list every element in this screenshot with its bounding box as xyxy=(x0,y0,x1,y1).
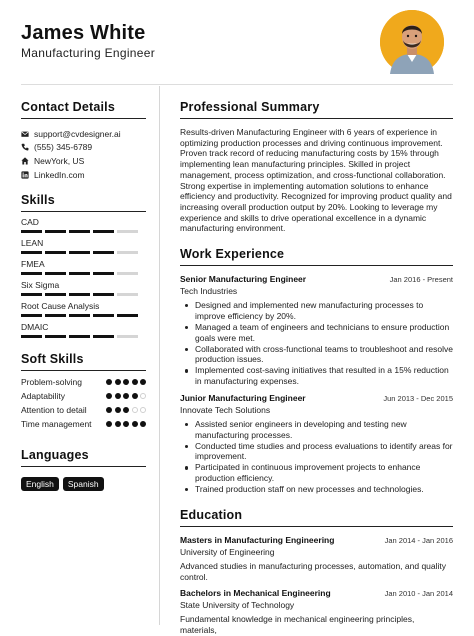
rating-dot xyxy=(123,379,129,385)
job-bullet: Designed and implemented new manufacturing processes to improve efficiency by 20%. xyxy=(180,300,453,321)
job-title: Junior Manufacturing Engineer xyxy=(180,392,306,403)
language-tag: Spanish xyxy=(63,477,104,491)
job-bullet: Collaborated with cross-functional teams to troubleshoot and resolve production issues. xyxy=(180,344,453,365)
skill-level-bar xyxy=(21,251,146,254)
job-entry xyxy=(180,393,453,495)
job-bullet: Trained production staff on new processes and technologies. xyxy=(180,484,453,495)
rating-dot xyxy=(123,393,129,399)
soft-skill-item xyxy=(21,419,146,430)
education-entry xyxy=(180,535,453,582)
skill-level-segment xyxy=(117,272,138,275)
rating-dot xyxy=(115,379,121,385)
skills-heading: Skills xyxy=(21,193,55,208)
job-bullet: Participated in continuous improvement projects to enhance production efficiency. xyxy=(180,462,453,483)
job-dates: Jan 2016 - Present xyxy=(389,275,453,285)
contact-phone-text: (555) 345-6789 xyxy=(34,142,93,153)
skill-level-segment xyxy=(117,314,138,317)
job-title: Senior Manufacturing Engineer xyxy=(180,274,307,285)
skill-item xyxy=(21,259,146,275)
skill-name: LEAN xyxy=(21,238,44,249)
job-bullet: Implemented cost-saving initiatives that resulted in a 15% reduction in manufacturing expenses. xyxy=(180,365,453,386)
contact-location xyxy=(21,154,146,168)
skill-level-segment xyxy=(45,272,66,275)
skill-level-bar xyxy=(21,293,146,296)
profile-photo xyxy=(380,10,444,74)
rating-dot xyxy=(106,393,112,399)
soft-skill-name: Adaptability xyxy=(21,391,65,402)
skill-level-segment xyxy=(21,230,42,233)
job-entry xyxy=(180,274,453,387)
soft-skill-rating xyxy=(106,421,146,427)
soft-skills-section xyxy=(21,352,146,430)
rating-dot xyxy=(106,421,112,427)
contact-location-text: NewYork, US xyxy=(34,155,85,166)
contact-email[interactable] xyxy=(21,127,146,141)
soft-skill-rating xyxy=(106,393,146,399)
soft-skills-list xyxy=(21,377,146,430)
skill-item xyxy=(21,217,146,233)
skill-name: DMAIC xyxy=(21,322,49,333)
skill-level-segment xyxy=(45,230,66,233)
skill-level-segment xyxy=(21,314,42,317)
soft-skill-name: Problem-solving xyxy=(21,377,82,388)
soft-skill-rating xyxy=(106,407,146,413)
soft-skill-item xyxy=(21,405,146,416)
rating-dot xyxy=(106,379,112,385)
summary-heading: Professional Summary xyxy=(180,100,320,114)
skill-level-segment xyxy=(45,251,66,254)
skill-level-segment xyxy=(69,272,90,275)
rating-dot xyxy=(140,421,146,427)
skill-level-segment xyxy=(69,293,90,296)
skill-name: Six Sigma xyxy=(21,280,60,291)
skills-list xyxy=(21,217,146,338)
job-bullets xyxy=(180,300,453,387)
skill-level-segment xyxy=(93,314,114,317)
skill-level-bar xyxy=(21,335,146,338)
degree-title: Bachelors in Mechanical Engineering xyxy=(180,588,331,599)
soft-skills-heading: Soft Skills xyxy=(21,352,84,367)
right-column xyxy=(180,100,453,636)
job-bullets xyxy=(180,419,453,495)
location-icon xyxy=(21,157,29,165)
rating-dot xyxy=(106,407,112,413)
languages-heading: Languages xyxy=(21,448,89,463)
education-section xyxy=(180,508,453,636)
experience-section xyxy=(180,247,453,495)
candidate-title: Manufacturing Engineer xyxy=(21,46,156,60)
rating-dot xyxy=(123,421,129,427)
job-company: Innovate Tech Solutions xyxy=(180,404,271,415)
languages-section xyxy=(21,448,146,491)
soft-skill-name: Time management xyxy=(21,419,92,430)
school-name: University of Engineering xyxy=(180,546,275,557)
degree-title: Masters in Manufacturing Engineering xyxy=(180,534,335,545)
section-underline xyxy=(180,265,453,266)
soft-skill-item xyxy=(21,391,146,402)
language-tag: English xyxy=(21,477,59,491)
email-icon xyxy=(21,130,29,138)
rating-dot xyxy=(140,393,146,399)
skill-level-segment xyxy=(117,335,138,338)
rating-dot xyxy=(132,421,138,427)
candidate-name: James White xyxy=(21,22,146,44)
job-bullet: Assisted senior engineers in developing and testing new manufacturing processes. xyxy=(180,419,453,440)
skill-level-segment xyxy=(69,335,90,338)
rating-dot xyxy=(132,379,138,385)
education-heading: Education xyxy=(180,507,243,522)
skill-level-segment xyxy=(45,335,66,338)
education-dates: Jan 2010 - Jan 2014 xyxy=(384,589,453,599)
summary-text: Results-driven Manufacturing Engineer with 6 years of experience in optimizing production processes and driving continuous improvement. Proven track record of reducing manufacturing costs by 15% through implementing lean manufacturing principles. Skilled in project management, process optimization, and cross-functional collaboration. Strong expertise in implementing automation solutions to enhance efficiency and productivity. Recognized for improving product quality and increasing overall production output by 20%. Looking to leverage my experience and skills to drive operational excellence in a dynamic manufacturing environment. xyxy=(180,127,452,234)
section-underline xyxy=(21,211,146,212)
linkedin-icon xyxy=(21,171,29,179)
section-underline xyxy=(21,370,146,371)
skill-level-segment xyxy=(93,335,114,338)
contact-email-text: support@cvdesigner.ai xyxy=(34,128,121,139)
skill-level-segment xyxy=(45,314,66,317)
skill-level-segment xyxy=(93,293,114,296)
rating-dot xyxy=(115,421,121,427)
skill-name: FMEA xyxy=(21,259,45,270)
education-dates: Jan 2014 - Jan 2016 xyxy=(384,535,453,545)
section-underline xyxy=(180,118,453,119)
contact-linkedin-text: LinkedIn.com xyxy=(34,169,85,180)
skill-level-segment xyxy=(21,335,42,338)
contact-phone[interactable] xyxy=(21,141,146,155)
skills-section xyxy=(21,193,146,338)
job-company: Tech Industries xyxy=(180,286,238,297)
skill-level-segment xyxy=(21,293,42,296)
skill-item xyxy=(21,280,146,296)
skill-level-segment xyxy=(93,251,114,254)
rating-dot xyxy=(132,407,138,413)
job-bullet: Managed a team of engineers and technicians to ensure production goals were met. xyxy=(180,322,453,343)
skill-level-segment xyxy=(21,272,42,275)
skill-level-segment xyxy=(93,272,114,275)
education-description: Fundamental knowledge in mechanical engineering principles, materials, xyxy=(180,614,415,636)
skill-level-segment xyxy=(69,251,90,254)
person-portrait-icon xyxy=(380,10,444,74)
skill-level-segment xyxy=(45,293,66,296)
phone-icon xyxy=(21,143,29,151)
education-description: Advanced studies in manufacturing processes, automation, and quality control. xyxy=(180,560,447,582)
skill-level-segment xyxy=(93,230,114,233)
skill-level-segment xyxy=(117,251,138,254)
contact-linkedin[interactable] xyxy=(21,168,146,182)
contact-section xyxy=(21,100,146,181)
rating-dot xyxy=(140,407,146,413)
rating-dot xyxy=(123,407,129,413)
section-underline xyxy=(21,466,146,467)
skill-level-segment xyxy=(21,251,42,254)
soft-skill-rating xyxy=(106,379,146,385)
education-entry xyxy=(180,588,453,635)
language-tags xyxy=(21,477,146,491)
soft-skill-item xyxy=(21,377,146,388)
skill-level-bar xyxy=(21,230,146,233)
contact-heading: Contact Details xyxy=(21,100,115,114)
rating-dot xyxy=(115,407,121,413)
experience-heading: Work Experience xyxy=(180,247,285,262)
job-dates: Jun 2013 - Dec 2015 xyxy=(383,393,453,403)
rating-dot xyxy=(140,379,146,385)
skill-item xyxy=(21,322,146,338)
skill-item xyxy=(21,238,146,254)
rating-dot xyxy=(132,393,138,399)
skill-item xyxy=(21,301,146,317)
left-column xyxy=(21,100,146,491)
section-underline xyxy=(21,118,146,119)
section-underline xyxy=(180,526,453,527)
skill-name: CAD xyxy=(21,217,39,228)
summary-section xyxy=(180,100,453,234)
skill-level-bar xyxy=(21,272,146,275)
skill-level-segment xyxy=(117,293,138,296)
skill-level-segment xyxy=(117,230,138,233)
skill-level-segment xyxy=(69,230,90,233)
resume-header xyxy=(0,0,474,86)
school-name: State University of Technology xyxy=(180,600,295,611)
soft-skill-name: Attention to detail xyxy=(21,405,87,416)
column-divider xyxy=(159,86,160,625)
skill-level-segment xyxy=(69,314,90,317)
header-divider xyxy=(21,84,453,85)
rating-dot xyxy=(115,393,121,399)
skill-name: Root Cause Analysis xyxy=(21,301,100,312)
skill-level-bar xyxy=(21,314,146,317)
job-bullet: Conducted time studies and process evaluations to identify areas for improvement. xyxy=(180,441,453,462)
